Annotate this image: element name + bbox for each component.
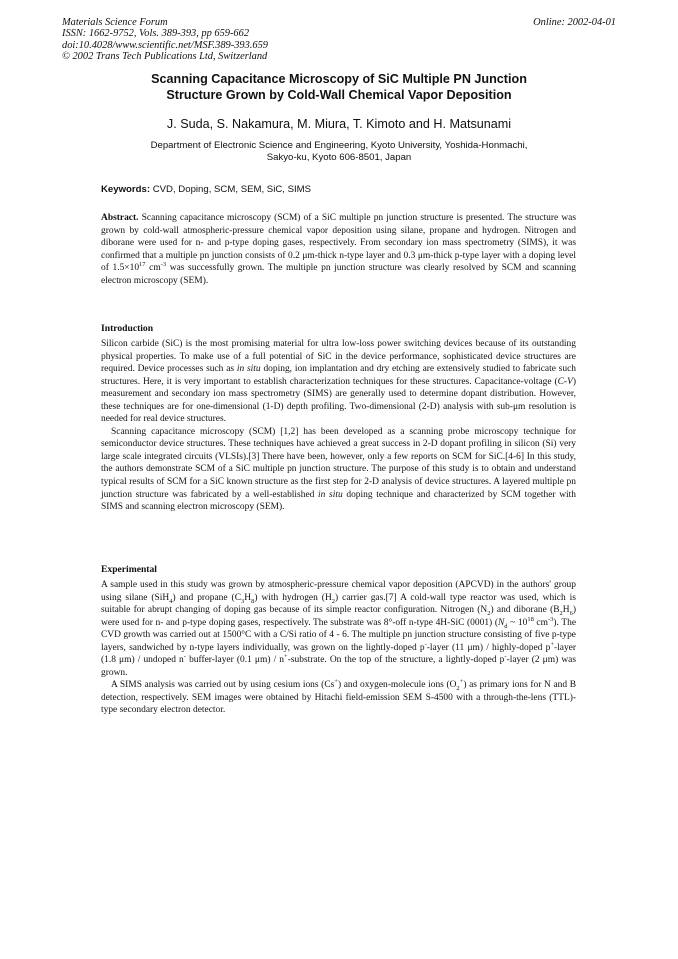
experimental-body — [101, 579, 576, 717]
intro-paragraph-1: Silicon carbide (SiC) is the most promising material for ultra low-loss power switching devices because of its outstanding physical properties. To make use of a full potential of SiC in the device performance, sophisticated device structures are required. Device processes such as in situ doping, ion implantation and dry etching are extensively studied to fabricate such structures. Here, it is very important to establish characterization techniques for these structures. Capacitance-voltage (C-V) measurement and secondary ion mass spectrometry (SIMS) are generally used to determine dopant distribution. However, these techniques are for one-dimensional (1-D) depth profiling. Two-dimensional (2-D) analysis with sub-μm resolution is needed for real device structures. — [101, 339, 576, 425]
title-line-1: Scanning Capacitance Microscopy of SiC Multiple PN Junction — [151, 72, 527, 86]
copyright-line: © 2002 Trans Tech Publications Ltd, Switzerland — [62, 51, 268, 63]
keywords-text: CVD, Doping, SCM, SEM, SiC, SIMS — [152, 184, 312, 195]
author-list: J. Suda, S. Nakamura, M. Miura, T. Kimoto and H. Matsunami — [166, 117, 512, 131]
affiliation-line-1: Department of Electronic Science and Engineering, Kyoto University, Yoshida-Honmachi, — [150, 140, 528, 151]
doi-line[interactable]: doi:10.4028/www.scientific.net/MSF.389-393.659 — [62, 39, 268, 51]
introduction-body — [101, 338, 576, 514]
affiliation-line-2: Sakyo-ku, Kyoto 606-8501, Japan — [266, 152, 412, 164]
keywords-label: Keywords: — [101, 184, 151, 195]
experimental-heading: Experimental — [101, 564, 157, 575]
title-line-2: Structure Grown by Cold-Wall Chemical Vapor Deposition — [166, 87, 512, 102]
experimental-paragraph-1: A sample used in this study was grown by atmospheric-pressure chemical vapor deposition (APCVD) in the authors' group using silane (SiH$_4$) and propane $(C_3H_8)$ with hydrogen $(H_2)$ carrier gas.[7] A cold-wall type reactor was used, which is suitable for abrupt changing of doping gas because of its simple reactor configuration. Nitrogen $(N_2)$ and diborane $(B_2H_6)$ were used for n- and p-type doping gases, respectively. The substrate was 8°-off n-type 4H-SiC (0001) ($N_d$ ~ $10^{18}$ $cm^{-3}$). The CVD growth was carried out at 1500°C with a C/Si ratio of 4 - 6. The multiple pn junction structure consisting of five p-type layers, sandwiched by n-type layers individually, was grown on the lightly-doped p--layer (11 μm) / highly-doped p+-layer (1.8 μm) / undoped n- buffer-layer (0.1 μm) / n+-substrate. On the top of the structure, a lightly-doped p--layer (2 μm) was grown. — [101, 580, 577, 678]
issn-line: ISSN: 1662-9752, Vols. 389-393, pp 659-662 — [62, 28, 250, 40]
experimental-paragraph-2: A SIMS analysis was carried out by using cesium ions (Cs+) and oxygen-molecule ions $(O_2^+)$ as primary ions for N and B detection, respectively. SEM images were obtained by Hitachi field-emission SEM S-4500 with a through-the-lens (TTL)-type secondary electron detector. — [101, 678, 577, 716]
abstract-label: Abstract. — [101, 213, 139, 223]
online-date: Online: 2002-04-01 — [533, 17, 616, 28]
paper-title — [60, 72, 618, 103]
affiliation — [60, 140, 618, 165]
abstract-paragraph: Abstract. Scanning capacitance microscopy (SCM) of a SiC multiple pn junction structure is presented. The structure was grown by cold-wall atmospheric-pressure chemical vapor deposition using silane, propane and hydrogen. Nitrogen and diborane were used for n- and p-type doping gases, respectively. From secondary ion mass spectrometry (SIMS), it was confirmed that a multiple pn junction consists of 0.2 μm-thick n-type layer and 0.3 μm-thick p-type layer with a doping level of $1.5\times 10^{17}$ $cm^{-3}$ was successfully grown. The multiple pn junction structure was clearly resolved by SCM and scanning electron microscopy (SEM). — [101, 213, 577, 286]
abstract — [101, 212, 576, 287]
introduction-heading: Introduction — [101, 323, 154, 334]
intro-paragraph-2: Scanning capacitance microscopy (SCM) [1,2] has been developed as a scanning probe microscopy technique for semiconductor device structures. These techniques have achieved a great success in 2-D dopant profiling in silicon (Si) very large scale integrated circuits (VLSIs).[3] There have been, however, only a few reports on SCM for SiC.[4-6] In this study, the authors demonstrate SCM of a SiC multiple pn junction structure. The purpose of this study is to obtain and understand typical results of SCM for a SiC known structure as the first step for 2-D analysis of device structures. A layered multiple pn junction structure was fabricated by a well-established in situ doping technique and characterized by SCM together with SIMS and scanning electron microscopy (SEM). — [101, 426, 576, 513]
journal-header — [62, 17, 268, 63]
keywords — [101, 184, 311, 195]
journal-name: Materials Science Forum — [62, 17, 168, 28]
